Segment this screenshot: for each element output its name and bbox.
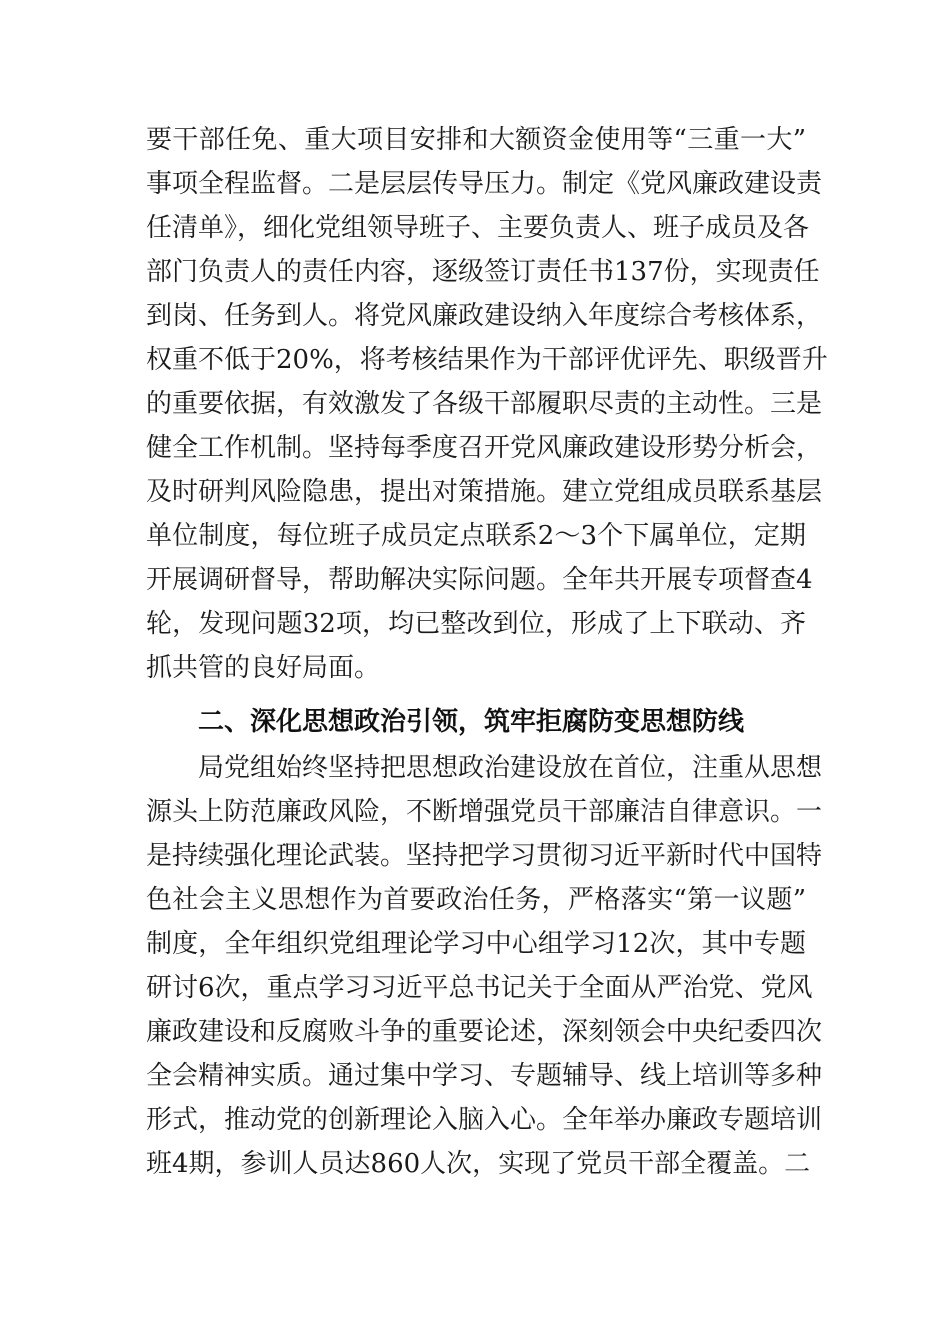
paragraph-line: 色社会主义思想作为首要政治任务，严格落实“第一议题”	[146, 885, 806, 915]
paragraph-line: 开展调研督导，帮助解决实际问题。全年共开展专项督查4	[146, 565, 813, 595]
paragraph-line: 制度，全年组织党组理论学习中心组学习12次，其中专题	[146, 929, 806, 959]
paragraph-line: 权重不低于20%，将考核结果作为干部评优评先、职级晋升	[146, 345, 828, 375]
paragraph-line: 单位制度，每位班子成员定点联系2～3个下属单位，定期	[146, 521, 806, 551]
paragraph-line: 抓共管的良好局面。	[146, 653, 381, 683]
paragraph-line: 健全工作机制。坚持每季度召开党风廉政建设形势分析会，	[146, 433, 823, 463]
paragraph-line: 研讨6次，重点学习习近平总书记关于全面从严治党、党风	[146, 973, 813, 1003]
paragraph-line: 任清单》，细化党组领导班子、主要负责人、班子成员及各	[146, 213, 810, 243]
paragraph-line: 班4期，参训人员达860人次，实现了党员干部全覆盖。二	[146, 1149, 811, 1179]
paragraph-line: 轮，发现问题32项，均已整改到位，形成了上下联动、齐	[146, 609, 806, 639]
paragraph-line: 要干部任免、重大项目安排和大额资金使用等“三重一大”	[146, 125, 806, 155]
paragraph-line: 源头上防范廉政风险，不断增强党员干部廉洁自律意识。一	[146, 797, 823, 827]
paragraph-line: 形式，推动党的创新理论入脑入心。全年举办廉政专题培训	[146, 1105, 823, 1135]
paragraph-line: 的重要依据，有效激发了各级干部履职尽责的主动性。三是	[146, 389, 823, 419]
paragraph-line: 全会精神实质。通过集中学习、专题辅导、线上培训等多种	[146, 1061, 823, 1091]
paragraph-line: 廉政建设和反腐败斗争的重要论述，深刻领会中央纪委四次	[146, 1017, 823, 1047]
section-heading: 二、深化思想政治引领，筑牢拒腐防变思想防线	[198, 707, 745, 737]
paragraph-line: 事项全程监督。二是层层传导压力。制定《党风廉政建设责	[146, 169, 823, 199]
paragraph-line: 是持续强化理论武装。坚持把学习贯彻习近平新时代中国特	[146, 841, 823, 871]
paragraph-line: 到岗、任务到人。将党风廉政建设纳入年度综合考核体系，	[146, 301, 823, 331]
paragraph-line: 及时研判风险隐患，提出对策措施。建立党组成员联系基层	[146, 477, 823, 507]
paragraph-line: 部门负责人的责任内容，逐级签订责任书137份，实现责任	[146, 257, 820, 287]
paragraph-line: 局党组始终坚持把思想政治建设放在首位，注重从思想	[198, 753, 823, 783]
